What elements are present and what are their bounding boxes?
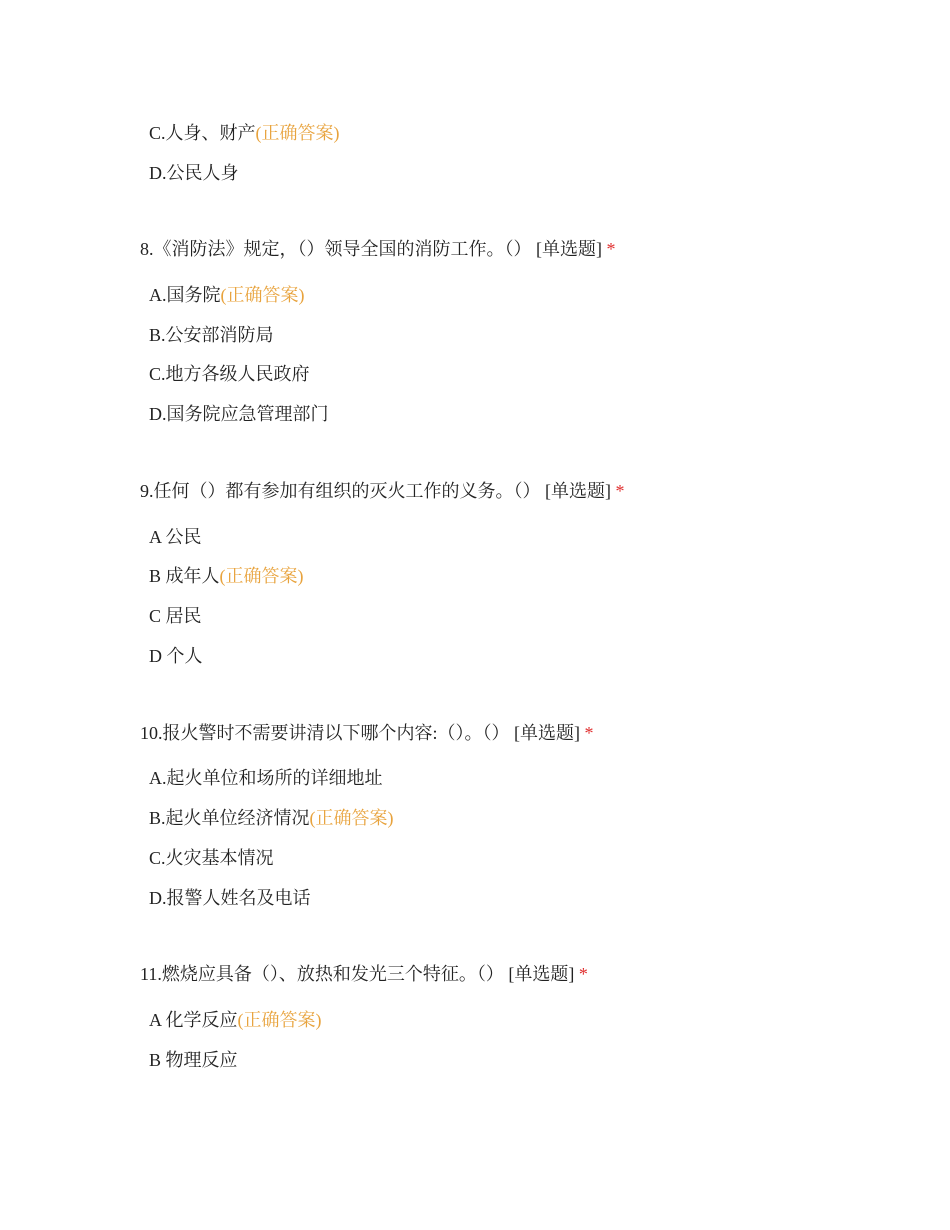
- q10-option-c: [149, 846, 274, 870]
- q11-option-a: [149, 1008, 322, 1032]
- option-label: B.公安部消防局: [149, 325, 274, 345]
- q7-option-c: [149, 121, 340, 145]
- option-label: A 公民: [149, 527, 202, 547]
- correct-answer-marker: (正确答案): [220, 285, 305, 305]
- question-type: [单选题]: [514, 723, 580, 743]
- question-text: 9.任何（）都有参加有组织的灭火工作的义务。（）: [140, 481, 541, 501]
- option-label: B.起火单位经济情况: [149, 808, 310, 828]
- question-type: [单选题]: [545, 481, 611, 501]
- q10-option-d: [149, 886, 311, 910]
- required-marker: *: [615, 481, 625, 501]
- q10-option-a: [149, 766, 383, 790]
- q10-option-b: [149, 806, 394, 830]
- q8-option-b: [149, 323, 274, 347]
- option-label: B 物理反应: [149, 1050, 238, 1070]
- q8-option-d: [149, 402, 329, 426]
- correct-answer-marker: (正确答案): [309, 808, 394, 828]
- correct-answer-marker: (正确答案): [255, 123, 340, 143]
- q11-option-b: [149, 1048, 238, 1072]
- option-label: D.国务院应急管理部门: [149, 404, 329, 424]
- option-label: C.人身、财产: [149, 123, 256, 143]
- option-label: A.国务院: [149, 285, 221, 305]
- option-label: C.火灾基本情况: [149, 848, 274, 868]
- option-label: D.报警人姓名及电话: [149, 888, 311, 908]
- q8-option-c: [149, 362, 310, 386]
- option-label: A 化学反应: [149, 1010, 238, 1030]
- q9-option-d: [149, 644, 203, 668]
- option-label: D.公民人身: [149, 163, 239, 183]
- q9-option-a: [149, 525, 202, 549]
- q8-title: [140, 237, 616, 261]
- q10-title: [140, 721, 594, 745]
- q9-title: [140, 479, 625, 503]
- option-label: C.地方各级人民政府: [149, 364, 310, 384]
- q8-option-a: [149, 283, 305, 307]
- correct-answer-marker: (正确答案): [219, 566, 304, 586]
- q9-option-b: [149, 564, 304, 588]
- option-label: C 居民: [149, 606, 202, 626]
- required-marker: *: [584, 723, 594, 743]
- correct-answer-marker: (正确答案): [237, 1010, 322, 1030]
- option-label: A.起火单位和场所的详细地址: [149, 768, 383, 788]
- option-label: B 成年人: [149, 566, 220, 586]
- option-label: D 个人: [149, 646, 203, 666]
- q7-option-d: [149, 161, 239, 185]
- question-type: [单选题]: [536, 239, 602, 259]
- question-text: 10.报火警时不需要讲清以下哪个内容:（）。（）: [140, 723, 510, 743]
- required-marker: *: [578, 964, 588, 984]
- q9-option-c: [149, 604, 202, 628]
- q11-title: [140, 962, 588, 986]
- question-type: [单选题]: [508, 964, 575, 984]
- question-text: 8.《消防法》规定，（）领导全国的消防工作。（）: [140, 239, 532, 259]
- required-marker: *: [606, 239, 616, 259]
- question-text: 11.燃烧应具备（）、放热和发光三个特征。（）: [140, 964, 504, 984]
